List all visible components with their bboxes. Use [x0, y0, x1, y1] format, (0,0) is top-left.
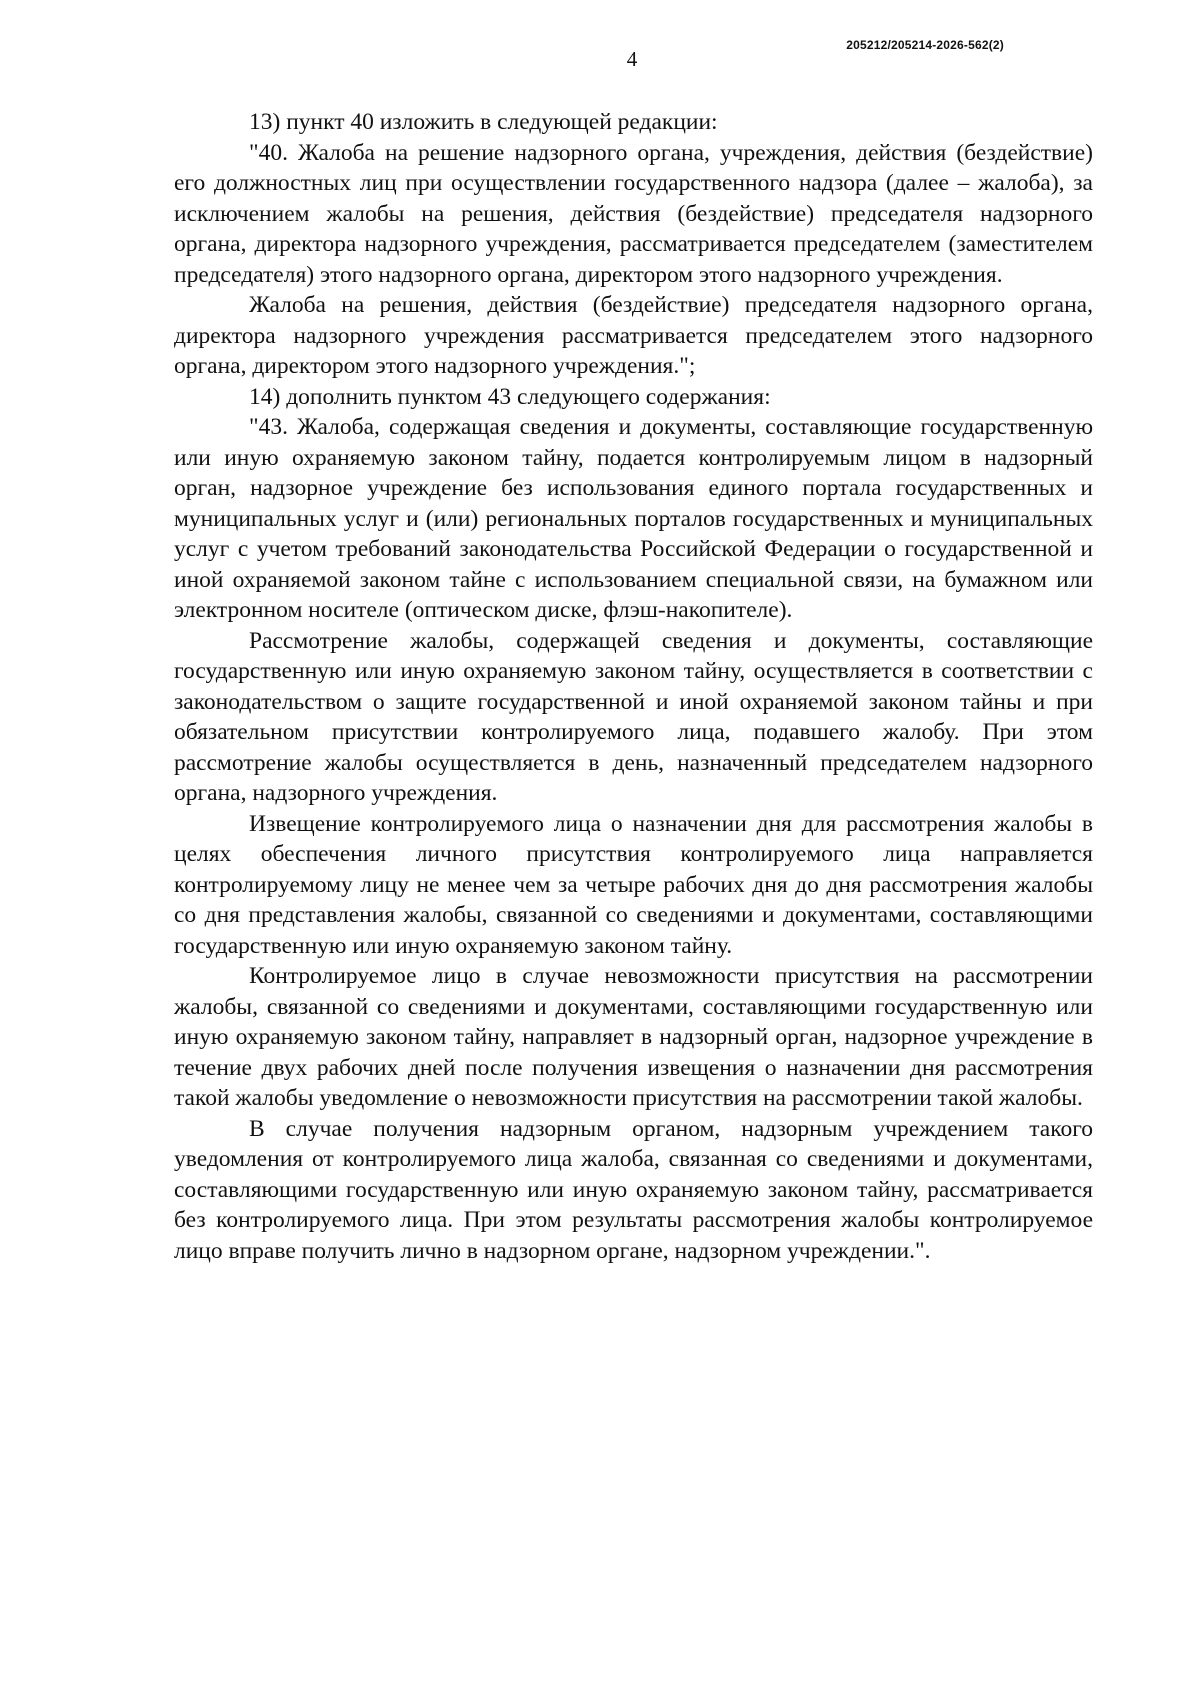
page-number: 4 [626, 47, 638, 71]
paragraph-absence: Контролируемое лицо в случае невозможности присутствия на рассмотрении жалобы, связанной со сведениями и документами, составляющими государственную или иную охраняемую законом тайну, направляет в надзорный орган, надзорное учреждение в течение двух рабочих дней после получения извещения о назначении дня рассмотрения такой жалобы уведомление о невозможности присутствия на рассмотрении такой жалобы. [174, 963, 1093, 1111]
paragraph-point-43: "43. Жалоба, содержащая сведения и документы, составляющие государственную или иную охраняемую законом тайну, подается контролируемым лицом в надзорный орган, надзорное учреждение без использования единого портала государственных и муниципальных услуг и (или) региональных порталов государственных и муниципальных услуг с учетом требований законодательства Российской Федерации о государственной и иной охраняемой законом тайне с использованием специальной связи, на бумажном или электронном носителе (оптическом диске, флэш-накопителе). [174, 414, 1093, 623]
paragraph-point-40: "40. Жалоба на решение надзорного органа, учреждения, действия (бездействие) его должностных лиц при осуществлении государственного надзора (далее – жалоба), за исключением жалобы на решения, действия (бездействие) председателя надзорного органа, директора надзорного учреждения, рассматривается председателем (заместителем председателя) этого надзорного органа, директором этого надзорного учреждения. [174, 139, 1093, 288]
paragraph-item-14: 14) дополнить пунктом 43 следующего содержания: [249, 383, 771, 410]
paragraph-item-13: 13) пункт 40 изложить в следующей редакции: [249, 109, 718, 135]
paragraph-result: В случае получения надзорным органом, надзорным учреждением такого уведомления от контролируемого лица жалоба, связанная со сведениями и документами, составляющими государственную или иную охраняемую законом тайну, рассматривается без контролируемого лица. При этом результаты рассмотрения жалобы контролируемое лицо вправе получить лично в надзорном органе, надзорном учреждении.". [174, 1115, 1093, 1264]
paragraph-point-40-part-2: Жалоба на решения, действия (бездействие) председателя надзорного органа, директора надзорного учреждения рассматривается председателем этого надзорного органа, директором этого надзорного учреждения."; [174, 292, 1093, 379]
document-code: 205212/205214-2026-562(2) [846, 38, 1004, 52]
document-body [174, 107, 1093, 1266]
paragraph-notification: Извещение контролируемого лица о назначении дня для рассмотрения жалобы в целях обеспечения личного присутствия контролируемого лица направляется контролируемому лицу не менее чем за четыре рабочих дня до дня рассмотрения жалобы со дня представления жалобы, связанной со сведениями и документами, составляющими государственную или иную охраняемую законом тайну. [174, 810, 1093, 959]
paragraph-consideration: Рассмотрение жалобы, содержащей сведения и документы, составляющие государственную или иную охраняемую законом тайну, осуществляется в соответствии с законодательством о защите государственной и иной охраняемой законом тайны и при обязательном присутствии контролируемого лица, подавшего жалобу. При этом рассмотрение жалобы осуществляется в день, назначенный председателем надзорного органа, надзорного учреждения. [174, 627, 1093, 806]
